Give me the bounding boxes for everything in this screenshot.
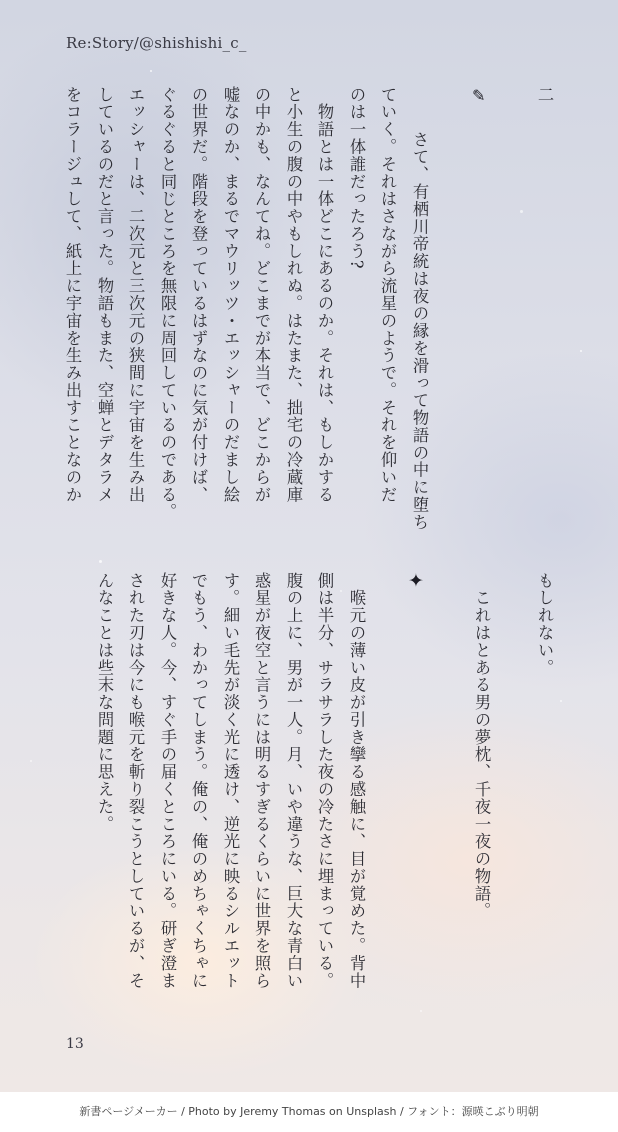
page-number: 13 bbox=[66, 1036, 84, 1052]
text-column: しているのだと言った。物語もまた、空蝉とデタラメ bbox=[95, 86, 114, 504]
text-column: んなことは些末な問題に思えた。 bbox=[95, 572, 114, 833]
text-column: 喉元の薄い皮が引き攣る感触に、目が覚めた。背中 bbox=[347, 572, 366, 990]
text-column: された刃は今にも喉元を斬り裂こうとしているが、そ bbox=[126, 572, 145, 990]
text-column: もしれない。 bbox=[535, 572, 554, 677]
text-column: ていく。それはさながら流星のようで。それを仰いだ bbox=[378, 86, 397, 504]
text-column: 物語とは一体どこにあるのか。それは、もしかする bbox=[315, 86, 334, 504]
star-dot bbox=[30, 760, 32, 762]
text-column: 腹の上に、男が一人。月、いや違うな、巨大な青白い bbox=[284, 572, 303, 990]
star-dot bbox=[150, 70, 152, 72]
text-column: 側は半分、サラサラした夜の冷たさに埋まっている。 bbox=[315, 572, 334, 990]
chapter-number: 二 bbox=[535, 86, 554, 104]
four-point-star-icon: ✦ bbox=[408, 570, 424, 592]
text-column: 嘘なのか、まるでマウリッツ・エッシャーのだまし絵 bbox=[221, 86, 240, 504]
text-column: エッシャーは、二次元と三次元の狭間に宇宙を生み出 bbox=[126, 86, 145, 504]
text-column: す。細い毛先が淡く光に透け、逆光に映るシルエット bbox=[221, 572, 240, 990]
text-column: をコラージュして、紙上に宇宙を生み出すことなのか bbox=[63, 86, 82, 504]
text-column: ぐるぐると同じところを無限に周回しているのである。 bbox=[158, 86, 177, 521]
header-credit: Re:Story/@shishishi_c_ bbox=[66, 34, 247, 52]
footer-credit: 新書ページメーカー / Photo by Jeremy Thomas on Unsplash / フォント：源暎こぶり明朝 bbox=[0, 1092, 618, 1132]
text-column: 惑星が夜空と言うには明るすぎるくらいに世界を照ら bbox=[252, 572, 271, 990]
star-dot bbox=[340, 590, 342, 592]
text-column: の中かも、なんてね。どこまでが本当で、どこからが bbox=[252, 86, 271, 504]
text-column: の世界だ。階段を登っているはずなのに気が付けば、 bbox=[189, 86, 208, 504]
star-dot bbox=[99, 560, 102, 563]
text-column: これはとある男の夢枕、千夜一夜の物語。 bbox=[472, 572, 491, 920]
text-column: 好きな人。今、すぐ手の届くところにいる。研ぎ澄ま bbox=[158, 572, 177, 990]
star-dot bbox=[520, 210, 523, 213]
star-dot bbox=[420, 1010, 422, 1012]
text-column: と小生の腹の中やもしれぬ。はたまた、拙宅の冷蔵庫 bbox=[284, 86, 303, 504]
text-column: のは一体誰だったろう? bbox=[347, 86, 366, 270]
pen-nib-icon: ✎ bbox=[472, 86, 486, 105]
star-dot bbox=[580, 350, 582, 352]
star-dot bbox=[560, 700, 562, 702]
text-column: さて、有栖川帝統は夜の縁を滑って物語の中に堕ち bbox=[410, 131, 429, 531]
text-column: でもう、わかってしまう。俺の、俺のめちゃくちゃに bbox=[189, 572, 208, 990]
